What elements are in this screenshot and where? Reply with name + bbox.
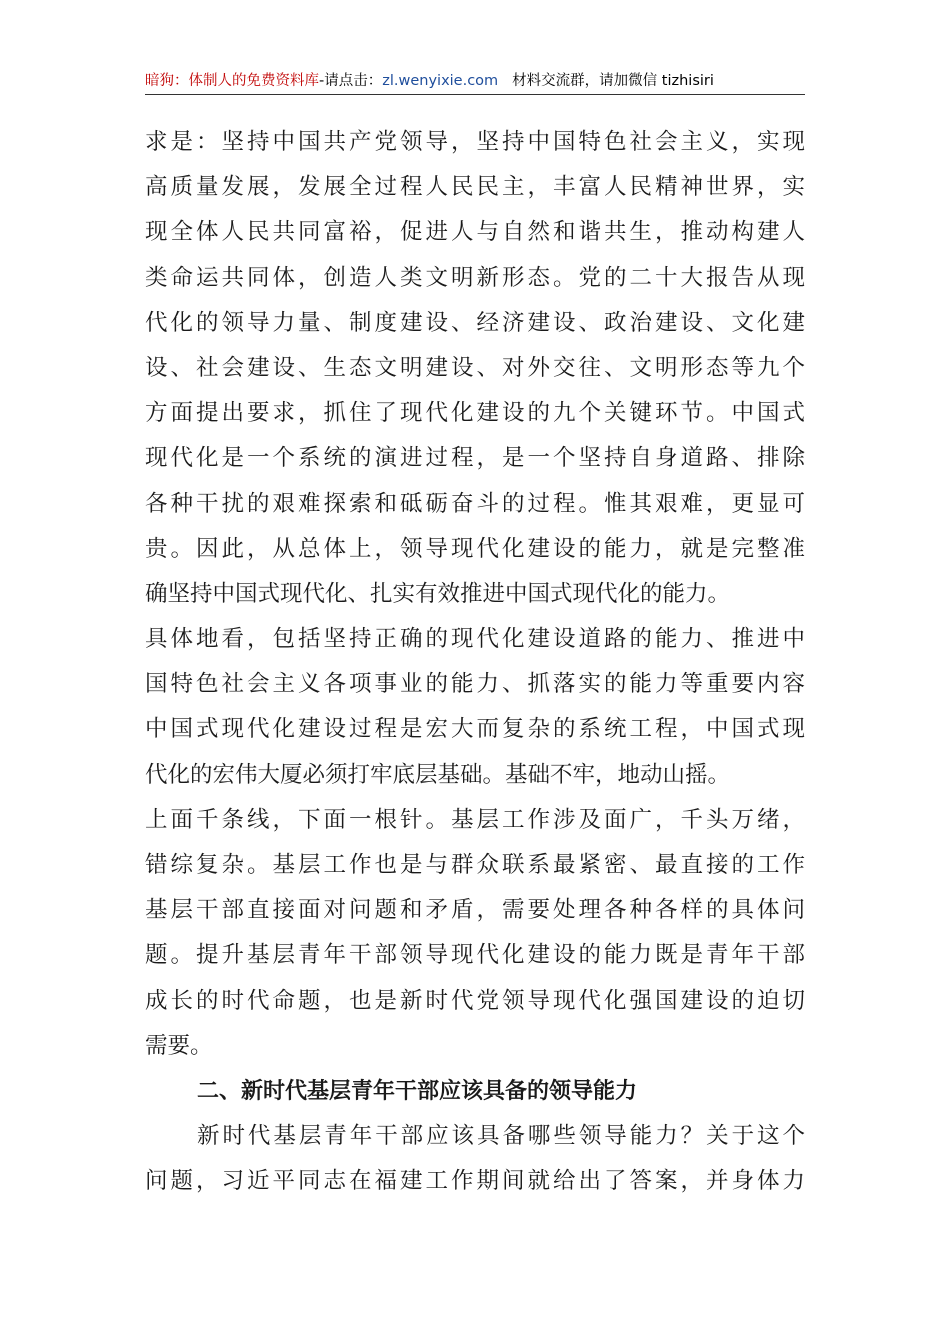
header-divider [145,94,805,95]
paragraph-line: 各种干扰的艰难探索和砥砺奋斗的过程。惟其艰难，更显可 [145,490,805,517]
paragraph-line: 具体地看，包括坚持正确的现代化建设道路的能力、推进中 [145,626,805,653]
paragraph-line: 方面提出要求，抓住了现代化建设的九个关键环节。中国式 [145,400,805,427]
paragraph-line: 基层干部直接面对问题和矛盾，需要处理各种各样的具体问 [145,897,805,924]
paragraph-line: 需要。 [145,1032,213,1059]
document-body [145,120,805,1205]
paragraph-line: 新时代基层青年干部应该具备哪些领导能力？关于这个 [197,1123,805,1150]
paragraph-line: 国特色社会主义各项事业的能力、抓落实的能力等重要内容 [145,671,805,698]
header-brand: 暗狗：体制人的免费资料库 [145,73,319,89]
paragraph-line: 设、社会建设、生态文明建设、对外交往、文明形态等九个 [145,354,805,381]
paragraph-line: 成长的时代命题，也是新时代党领导现代化强国建设的迫切 [145,987,805,1014]
header-url-link[interactable]: zl.wenyixie.com [382,73,499,89]
paragraph-line: 问题，习近平同志在福建工作期间就给出了答案，并身体力 [145,1168,805,1195]
paragraph-line: 求是：坚持中国共产党领导，坚持中国特色社会主义，实现 [145,129,805,155]
paragraph-line: 上面千条线，下面一根针。基层工作涉及面广，千头万绪， [145,806,805,833]
paragraph-line: 现全体人民共同富裕，促进人与自然和谐共生，推动构建人 [145,219,805,246]
paragraph-line: 代化的领导力量、制度建设、经济建设、政治建设、文化建 [145,309,805,336]
section-heading: 二、新时代基层青年干部应该具备的领导能力 [197,1078,638,1104]
paragraph-line: 中国式现代化建设过程是宏大而复杂的系统工程，中国式现 [145,716,805,743]
paragraph-line: 确坚持中国式现代化、扎实有效推进中国式现代化的能力。 [145,580,731,607]
paragraph-line: 类命运共同体，创造人类文明新形态。党的二十大报告从现 [145,264,805,291]
paragraph-line: 高质量发展，发展全过程人民民主，丰富人民精神世界，实 [145,174,805,201]
header-link-label: -请点击： [319,73,383,89]
paragraph-line: 现代化是一个系统的演进过程，是一个坚持自身道路、排除 [145,445,805,472]
paragraph-line: 错综复杂。基层工作也是与群众联系最紧密、最直接的工作 [145,852,805,878]
header-contact: 材料交流群，请加微信 tizhisiri [512,73,714,89]
paragraph-line: 题。提升基层青年干部领导现代化建设的能力既是青年干部 [145,942,805,969]
paragraph-line: 贵。因此，从总体上，领导现代化建设的能力，就是完整准 [145,535,805,562]
page-header [145,70,805,92]
paragraph-line: 代化的宏伟大厦必须打牢底层基础。基础不牢，地动山摇。 [145,761,731,788]
